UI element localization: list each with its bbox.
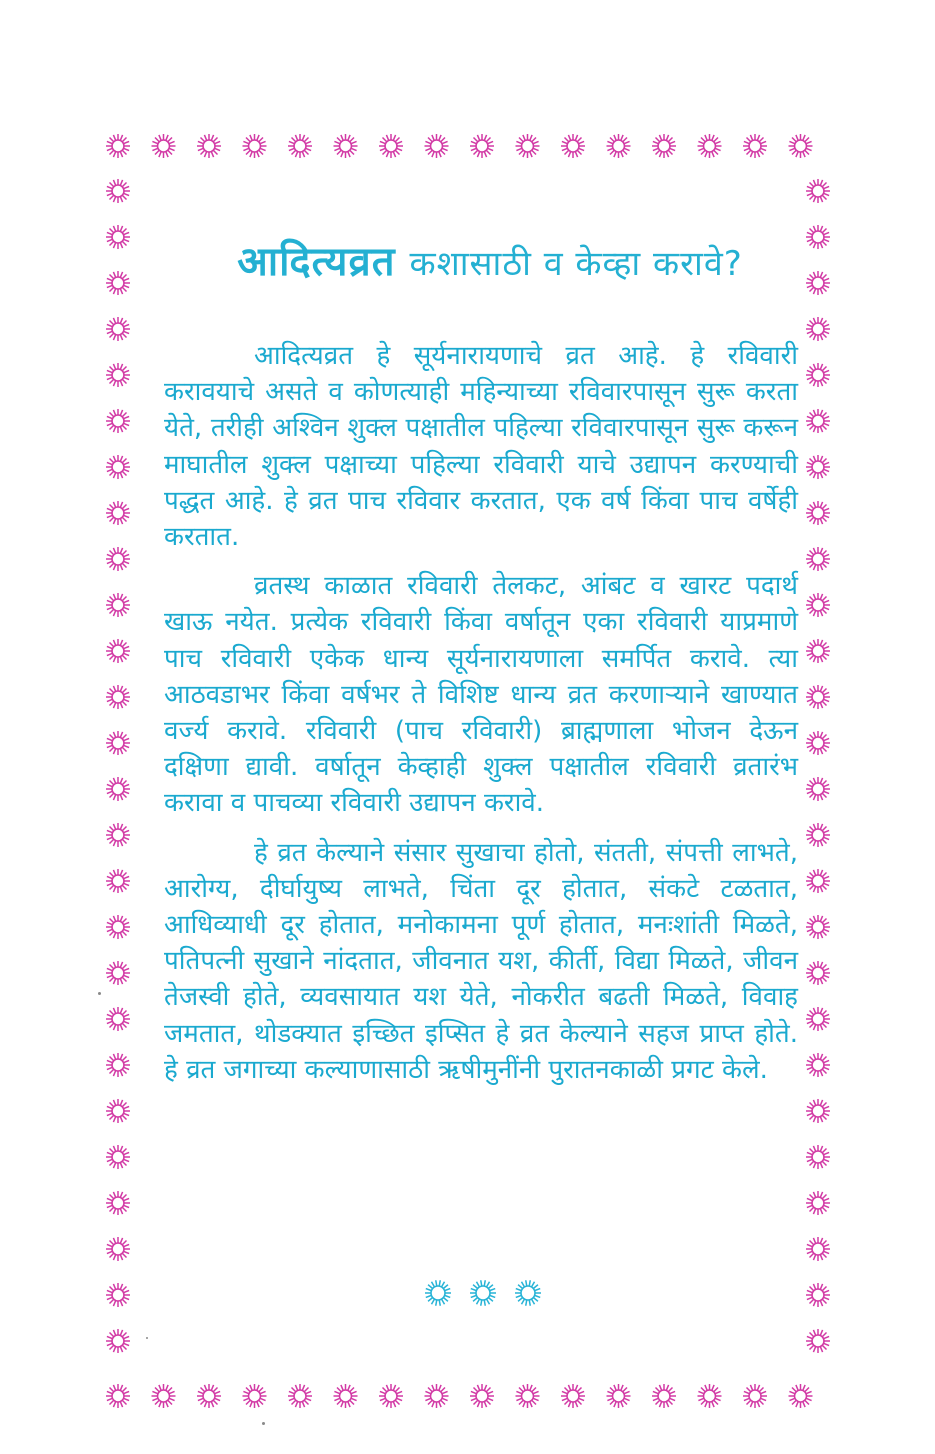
paragraph-2: व्रतस्थ काळात रविवारी तेलकट, आंबट व खारट पदार्थ खाऊ नयेत. प्रत्येक रविवारी किंवा वर्षातून एका रविवारी याप्रमाणे पाच रविवारी एकेक धान्य सूर्यनारायणाला समर्पित करावे. त्या आठवडाभर किंवा वर्षभर ते विशिष्ट धान्य व्रत करणाऱ्याने खाण्यात वर्ज्य करावे. रविवारी (पाच रविवारी) ब्राह्मणाला भोजन देऊन दक्षिणा द्यावी. वर्षातून केव्हाही शुक्ल पक्षातील रविवारी व्रतारंभ करावा व पाचव्या रविवारी उद्यापन करावे. (164, 571, 798, 819)
sunburst-flower-icon (288, 134, 312, 158)
sunburst-flower-icon (806, 409, 830, 433)
title-rest: कशासाठी व केव्हा करावे? (409, 244, 743, 284)
sunburst-flower-icon (243, 134, 267, 158)
sunburst-flower-icon (106, 317, 130, 341)
sunburst-flower-icon (106, 225, 130, 249)
sunburst-flower-icon (806, 961, 830, 985)
sunburst-flower-icon (106, 731, 130, 755)
sunburst-flower-icon (806, 1007, 830, 1031)
sunburst-flower-icon (743, 1384, 767, 1408)
sunburst-flower-icon (106, 134, 130, 158)
sunburst-flower-icon (806, 455, 830, 479)
sunburst-flower-icon (106, 1237, 130, 1261)
paragraph-3: हे व्रत केल्याने संसार सुखाचा होतो, संतती, संपत्ती लाभते, आरोग्य, दीर्घायुष्य लाभते, चिंता दूर होतात, संकटे टळतात, आधिव्याधी दूर होतात, मनोकामना पूर्ण होतात, मनःशांती मिळते, पतिपत्नी सुखाने नांदतात, जीवनात यश, कीर्ती, विद्या मिळते, जीवन तेजस्वी होते, व्यवसायात यश येते, नोकरीत बढती मिळते, विवाह जमतात, थोडक्यात इच्छित इप्सित हे व्रत केल्याने सहज प्राप्त होते. हे व्रत जगाच्या कल्याणासाठी ऋषीमुनींनी पुरातनकाळी प्रगट केले. (164, 837, 798, 1085)
sunburst-flower-icon (806, 1191, 830, 1215)
sunburst-flower-icon (106, 271, 130, 295)
sunburst-flower-icon (806, 777, 830, 801)
article-body (164, 338, 798, 1101)
sunburst-flower-icon (106, 409, 130, 433)
sunburst-flower-icon (806, 363, 830, 387)
sunburst-flower-icon (106, 547, 130, 571)
sunburst-flower-icon (379, 134, 403, 158)
sunburst-flower-icon (806, 501, 830, 525)
sunburst-flower-icon (806, 639, 830, 663)
sunburst-flower-icon (106, 1283, 130, 1307)
sunburst-flower-icon (152, 134, 176, 158)
sunburst-flower-icon (334, 1384, 358, 1408)
sunburst-flower-icon (106, 823, 130, 847)
sunburst-flower-icon (106, 593, 130, 617)
sunburst-flower-icon (197, 134, 221, 158)
sunburst-flower-icon (806, 1145, 830, 1169)
bottom-ornament (418, 1273, 548, 1313)
sunburst-flower-icon (152, 1384, 176, 1408)
sunburst-flower-icon (470, 1280, 496, 1306)
sunburst-flower-icon (652, 1384, 676, 1408)
sunburst-flower-icon (806, 179, 830, 203)
sunburst-flower-icon (425, 1384, 449, 1408)
sunburst-flower-icon (106, 1145, 130, 1169)
sunburst-flower-icon (470, 134, 494, 158)
sunburst-flower-icon (789, 1384, 813, 1408)
sunburst-flower-icon (789, 134, 813, 158)
sunburst-flower-icon (515, 1280, 541, 1306)
sunburst-flower-icon (106, 1191, 130, 1215)
sunburst-flower-icon (470, 1384, 494, 1408)
sunburst-flower-icon (106, 685, 130, 709)
sunburst-flower-icon (806, 1099, 830, 1123)
sunburst-flower-icon (106, 1329, 130, 1353)
sunburst-flower-icon (607, 134, 631, 158)
sunburst-flower-icon (106, 501, 130, 525)
sunburst-flower-icon (561, 134, 585, 158)
sunburst-flower-icon (806, 317, 830, 341)
sunburst-flower-icon (698, 1384, 722, 1408)
sunburst-flower-icon (806, 1053, 830, 1077)
sunburst-flower-icon (106, 179, 130, 203)
sunburst-flower-icon (516, 1384, 540, 1408)
sunburst-flower-icon (652, 134, 676, 158)
sunburst-flower-icon (243, 1384, 267, 1408)
sunburst-flower-icon (106, 1099, 130, 1123)
sunburst-flower-icon (806, 915, 830, 939)
page-title (140, 232, 840, 287)
sunburst-flower-icon (106, 777, 130, 801)
sunburst-flower-icon (106, 455, 130, 479)
sunburst-flower-icon (806, 547, 830, 571)
sunburst-flower-icon (106, 1053, 130, 1077)
sunburst-flower-icon (806, 685, 830, 709)
sunburst-flower-icon (106, 639, 130, 663)
sunburst-flower-icon (106, 915, 130, 939)
sunburst-flower-icon (806, 1237, 830, 1261)
sunburst-flower-icon (425, 134, 449, 158)
sunburst-flower-icon (698, 134, 722, 158)
sunburst-flower-icon (106, 869, 130, 893)
paragraph-1: आदित्यव्रत हे सूर्यनारायणाचे व्रत आहे. हे रविवारी करावयाचे असते व कोणत्याही महिन्याच्या रविवारपासून सुरू करता येते, तरीही अश्विन शुक्ल पक्षातील पहिल्या रविवारपासून सुरू करून माघातील शुक्ल पक्षाच्या पहिल्या रविवारी याचे उद्यापन करण्याची पद्धत आहे. हे व्रत पाच रविवार करतात, एक वर्ष किंवा पाच वर्षेही करतात. (164, 341, 798, 553)
sunburst-flower-icon (288, 1384, 312, 1408)
sunburst-flower-icon (106, 363, 130, 387)
sunburst-flower-icon (806, 593, 830, 617)
sunburst-flower-icon (106, 1384, 130, 1408)
sunburst-flower-icon (425, 1280, 451, 1306)
sunburst-flower-icon (806, 1283, 830, 1307)
sunburst-flower-icon (607, 1384, 631, 1408)
sunburst-flower-icon (806, 869, 830, 893)
sunburst-flower-icon (334, 134, 358, 158)
print-speck (146, 1337, 148, 1339)
sunburst-flower-icon (806, 731, 830, 755)
sunburst-flower-icon (106, 1007, 130, 1031)
sunburst-flower-icon (561, 1384, 585, 1408)
sunburst-flower-icon (379, 1384, 403, 1408)
sunburst-flower-icon (106, 961, 130, 985)
print-speck (98, 992, 101, 995)
sunburst-flower-icon (806, 1329, 830, 1353)
sunburst-flower-icon (806, 823, 830, 847)
sunburst-flower-icon (197, 1384, 221, 1408)
sunburst-flower-icon (516, 134, 540, 158)
title-main-word: आदित्यव्रत (237, 239, 396, 285)
print-speck (262, 1422, 265, 1425)
sunburst-flower-icon (743, 134, 767, 158)
